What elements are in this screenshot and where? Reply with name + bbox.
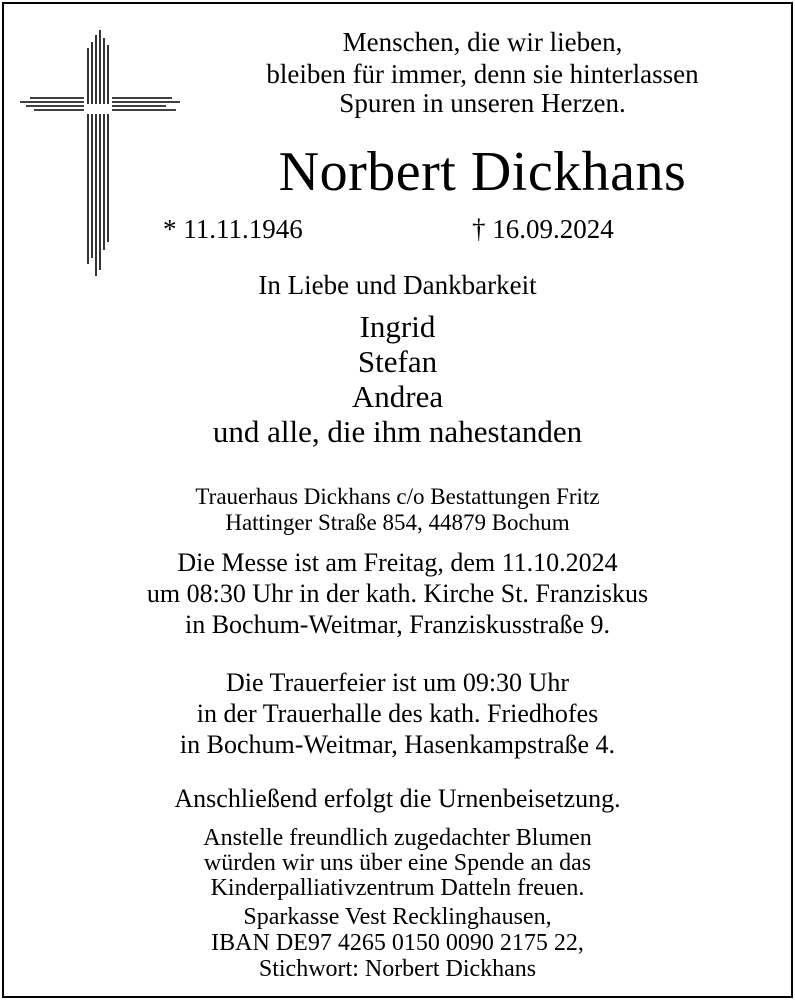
- intro-text: In Liebe und Dankbarkeit: [258, 270, 537, 300]
- mourner-1: Ingrid: [359, 309, 436, 344]
- donation-bank: Sparkasse Vest Recklinghausen,: [243, 904, 552, 930]
- mourner-3: Andrea: [351, 379, 444, 414]
- donation-iban: IBAN DE97 4265 0150 0090 2175 22,: [211, 930, 584, 956]
- address-line-1: Trauerhaus Dickhans c/o Bestattungen Fritz: [195, 484, 600, 509]
- mass-line-3: in Bochum-Weitmar, Franziskusstraße 9.: [184, 610, 611, 639]
- deceased-name: Norbert Dickhans: [278, 141, 687, 203]
- motto-line-1: Menschen, die wir lieben,: [342, 27, 623, 57]
- motto-line-3: Spuren in unseren Herzen.: [339, 88, 626, 118]
- mass-line-1: Die Messe ist am Freitag, dem 11.10.2024: [177, 548, 618, 577]
- burial-text: Anschließend erfolgt die Urnenbeisetzung.: [174, 784, 621, 813]
- donation-keyword: Stichwort: Norbert Dickhans: [258, 956, 537, 982]
- mourner-2: Stefan: [357, 344, 438, 379]
- mourner-4: und alle, die ihm nahestanden: [212, 414, 583, 449]
- birth-date: * 11.11.1946: [163, 214, 303, 244]
- mass-line-2: um 08:30 Uhr in der kath. Kirche St. Franziskus: [146, 579, 649, 608]
- death-date: † 16.09.2024: [472, 214, 614, 244]
- address-line-2: Hattinger Straße 854, 44879 Bochum: [225, 510, 570, 535]
- donation-line-1: Anstelle freundlich zugedachter Blumen: [203, 825, 592, 851]
- funeral-line-1: Die Trauerfeier ist um 09:30 Uhr: [225, 668, 569, 697]
- funeral-line-3: in Bochum-Weitmar, Hasenkampstraße 4.: [179, 730, 616, 759]
- donation-line-2: würden wir uns über eine Spende an das: [203, 850, 592, 876]
- funeral-line-2: in der Trauerhalle des kath. Friedhofes: [196, 699, 599, 728]
- donation-line-3: Kinderpalliativzentrum Datteln freuen.: [210, 875, 585, 901]
- motto-line-2: bleiben für immer, denn sie hinterlassen: [266, 59, 699, 89]
